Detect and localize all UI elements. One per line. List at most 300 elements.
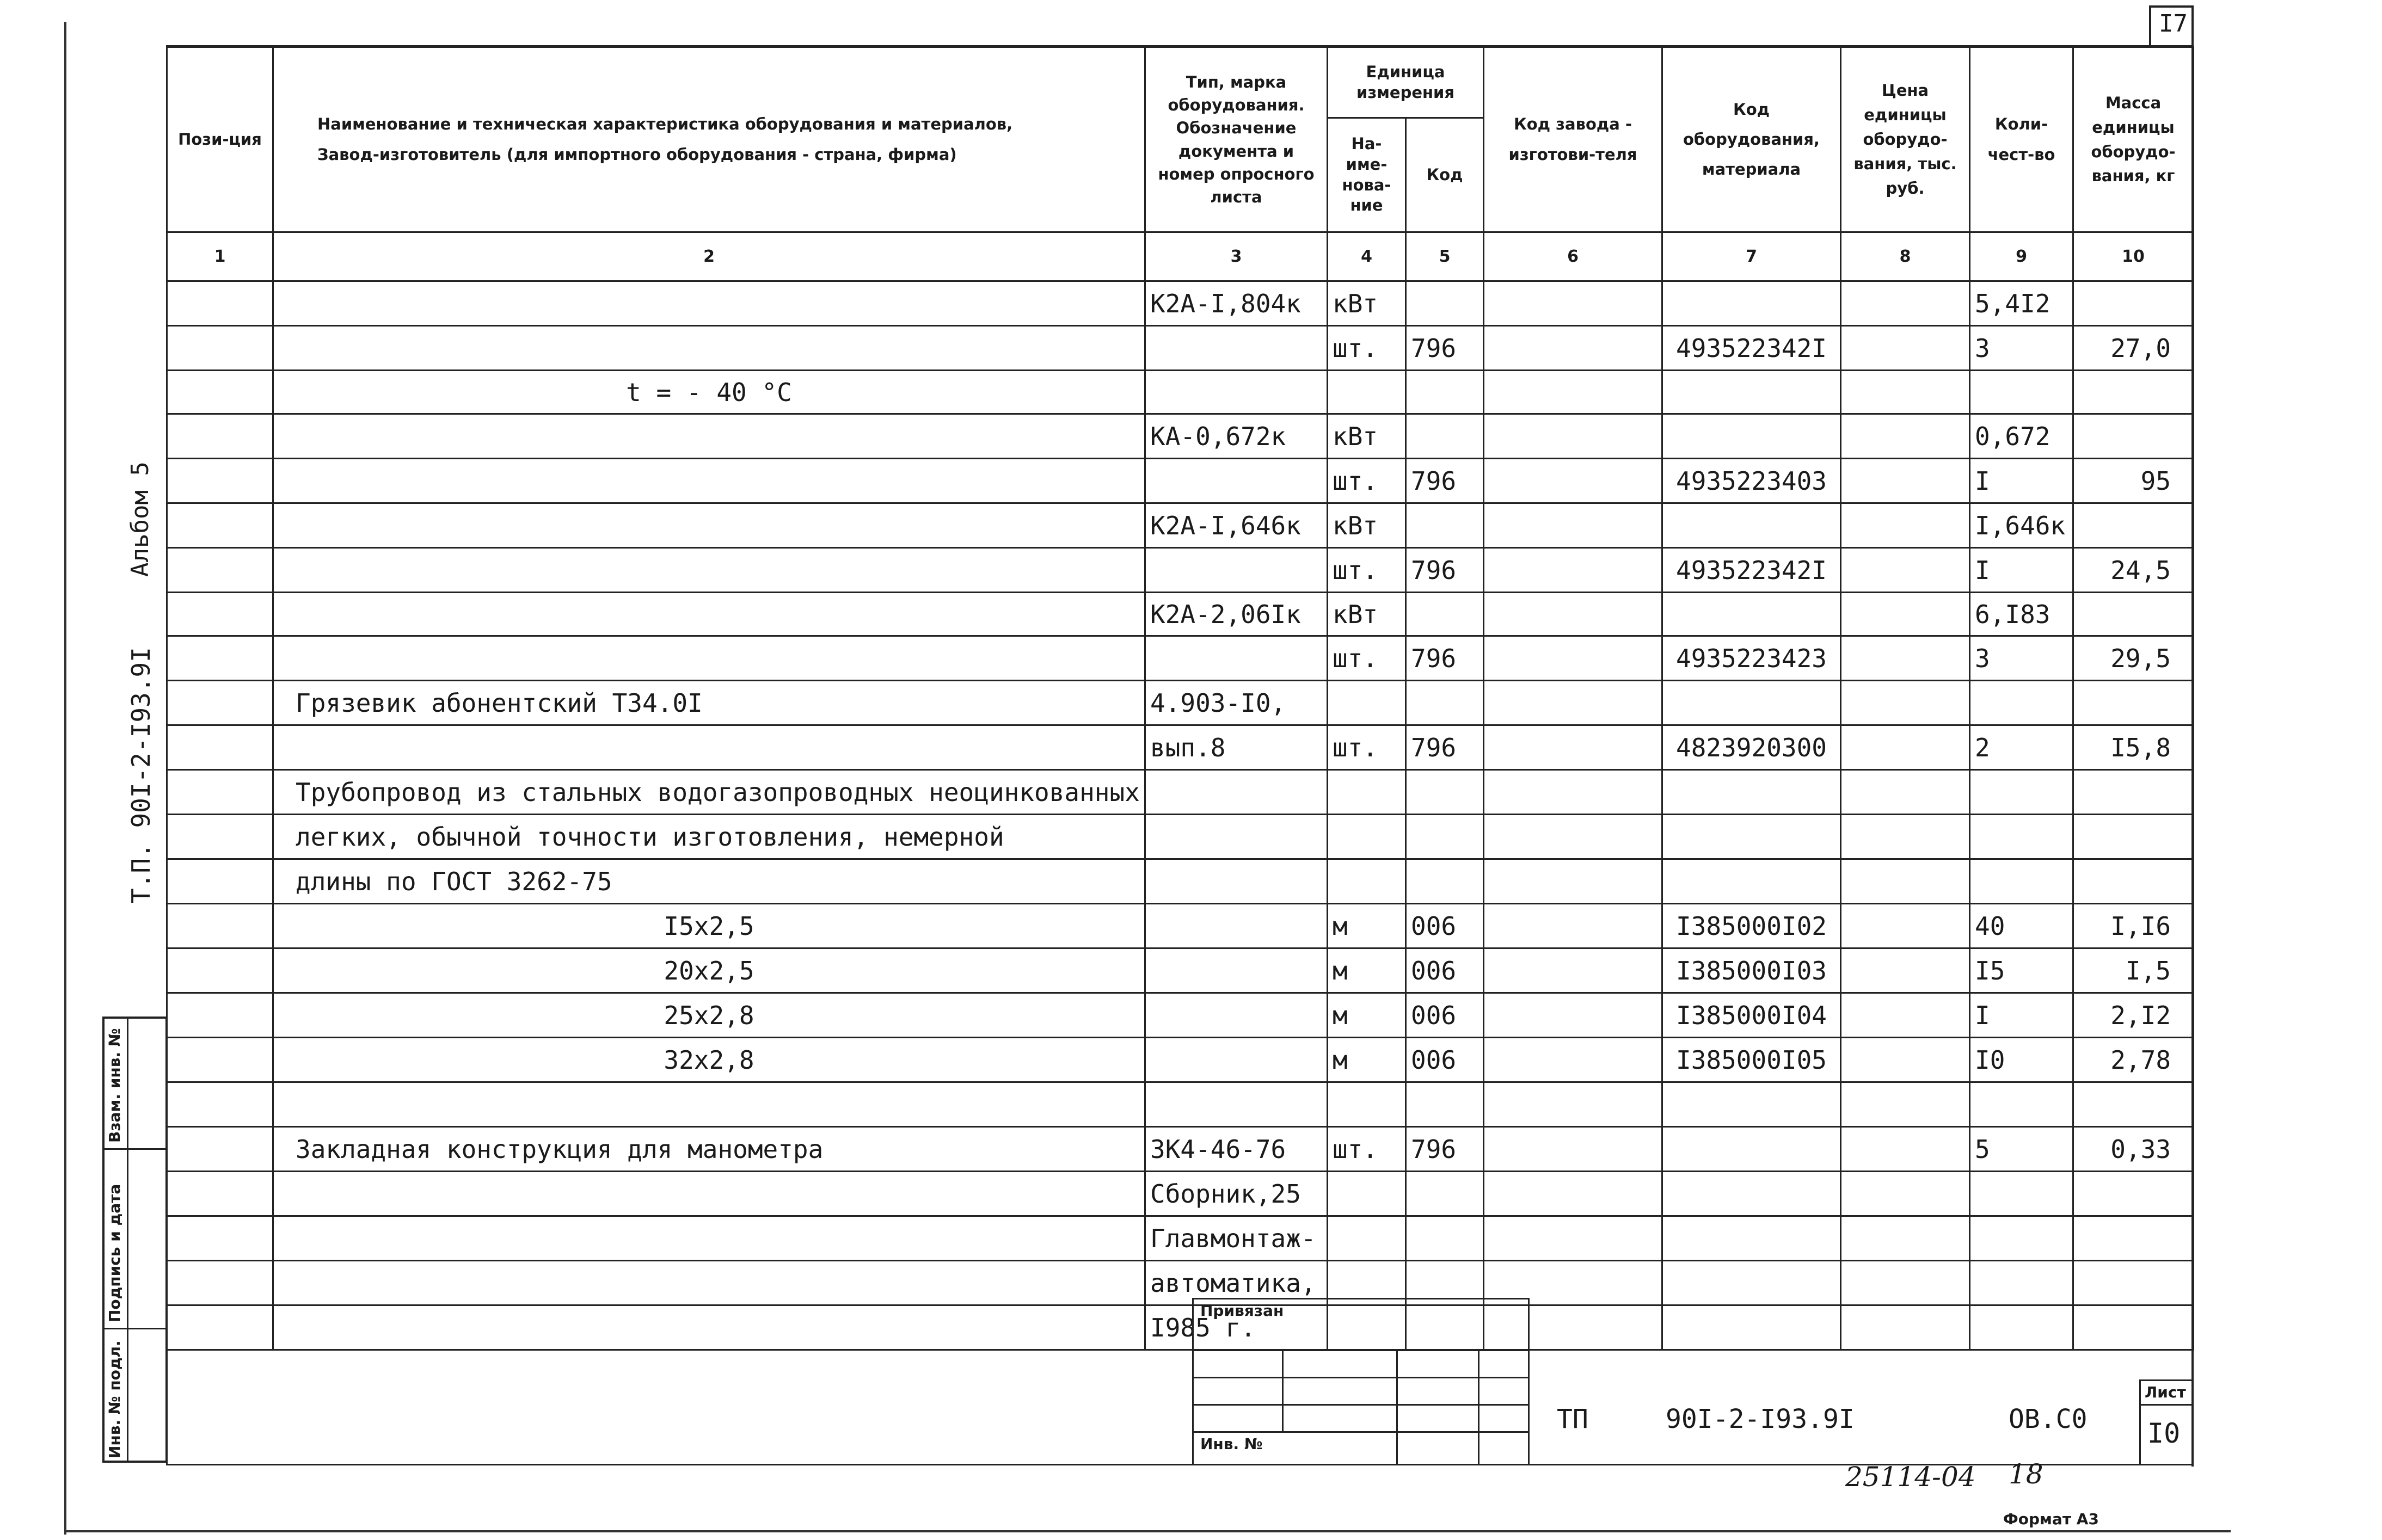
cell-quantity: I — [1970, 548, 2073, 593]
table-row — [167, 1082, 2194, 1127]
cell-price — [1841, 1127, 1970, 1172]
colnum: 4 — [1328, 232, 1406, 281]
cell-factory-code — [1484, 636, 1662, 681]
cell-position — [167, 681, 273, 725]
cell-price — [1841, 459, 1970, 503]
cell-position — [167, 815, 273, 859]
cell-quantity — [1970, 1082, 2073, 1127]
cell-mass — [2073, 503, 2194, 548]
cell-type — [1145, 548, 1328, 593]
cell-mass — [2073, 681, 2194, 725]
cell-factory-code — [1484, 414, 1662, 459]
sheet-label: Лист — [2145, 1383, 2186, 1401]
cell-position — [167, 1127, 273, 1172]
cell-position — [167, 459, 273, 503]
cell-quantity: I0 — [1970, 1038, 2073, 1082]
cell-factory-code — [1484, 548, 1662, 593]
cell-position — [167, 993, 273, 1038]
cell-equipment-code — [1662, 503, 1841, 548]
cell-position — [167, 371, 273, 414]
table-row — [167, 725, 2194, 770]
cell-price — [1841, 548, 1970, 593]
cell-unit-name: шт. — [1328, 459, 1406, 503]
cell-unit-name — [1328, 1172, 1406, 1216]
cell-price — [1841, 326, 1970, 371]
strip-row-line — [102, 1328, 168, 1329]
cell-unit-code — [1406, 815, 1484, 859]
cell-mass — [2073, 414, 2194, 459]
cell-factory-code — [1484, 904, 1662, 948]
cell-equipment-code — [1662, 281, 1841, 326]
cell-factory-code — [1484, 371, 1662, 414]
handwritten-inventory: 25114-04 — [1845, 1461, 1976, 1493]
cell-unit-code — [1406, 281, 1484, 326]
cell-quantity: 3 — [1970, 636, 2073, 681]
cell-price — [1841, 1261, 1970, 1305]
hdr-unit-code: Код — [1406, 118, 1484, 232]
cell-factory-code — [1484, 859, 1662, 904]
column-number-row — [167, 232, 2194, 281]
table-row — [167, 1305, 2194, 1350]
cell-mass — [2073, 1261, 2194, 1305]
corner-sheet-number: I7 — [2159, 10, 2188, 38]
cell-mass — [2073, 1305, 2194, 1350]
cell-type — [1145, 371, 1328, 414]
cell-mass: 2,I2 — [2073, 993, 2194, 1038]
strip-label-vzam: Взам. инв. № — [106, 1028, 124, 1143]
cell-mass: 29,5 — [2073, 636, 2194, 681]
colnum: 10 — [2073, 232, 2194, 281]
cell-factory-code — [1484, 1172, 1662, 1216]
cell-unit-code — [1406, 859, 1484, 904]
cell-name — [273, 281, 1145, 326]
table-row — [167, 904, 2194, 948]
cell-mass — [2073, 371, 2194, 414]
cell-type: вып.8 — [1145, 725, 1328, 770]
hdr-name-line1: Наименование и техническая характеристика оборудования и материалов, — [317, 115, 1013, 134]
cell-type — [1145, 459, 1328, 503]
cell-equipment-code: I385000I05 — [1662, 1038, 1841, 1082]
strip-row-line — [102, 1148, 168, 1150]
cell-type: К2А-2,06Iк — [1145, 593, 1328, 636]
privyazan-label: Привязан — [1200, 1302, 1284, 1320]
cell-unit-code — [1406, 1082, 1484, 1127]
cell-price — [1841, 770, 1970, 815]
cell-unit-name: кВт — [1328, 593, 1406, 636]
cell-position — [167, 1172, 273, 1216]
hdr-unit-name: На-име-нова-ние — [1328, 118, 1406, 232]
cell-unit-name: шт. — [1328, 326, 1406, 371]
cell-factory-code — [1484, 725, 1662, 770]
cell-name: Закладная конструкция для манометра — [273, 1127, 1145, 1172]
colnum: 9 — [1970, 232, 2073, 281]
cell-position — [167, 636, 273, 681]
cell-name — [273, 326, 1145, 371]
cell-unit-code — [1406, 593, 1484, 636]
table-row — [167, 770, 2194, 815]
cell-quantity: 2 — [1970, 725, 2073, 770]
cell-mass: I,I6 — [2073, 904, 2194, 948]
colnum: 6 — [1484, 232, 1662, 281]
table-row — [167, 371, 2194, 414]
cell-equipment-code: I385000I04 — [1662, 993, 1841, 1038]
table-row — [167, 548, 2194, 593]
cell-unit-code: 796 — [1406, 326, 1484, 371]
cell-equipment-code — [1662, 770, 1841, 815]
table-row — [167, 1127, 2194, 1172]
cell-mass: I5,8 — [2073, 725, 2194, 770]
cell-equipment-code — [1662, 1082, 1841, 1127]
colnum: 2 — [273, 232, 1145, 281]
cell-equipment-code — [1662, 859, 1841, 904]
strip-label-inv-podl: Инв. № подл. — [106, 1340, 124, 1458]
cell-unit-code — [1406, 1216, 1484, 1261]
hdr-price: Цена единицы оборудо-вания, тыс. руб. — [1841, 47, 1970, 232]
cell-position — [167, 414, 273, 459]
cell-factory-code — [1484, 815, 1662, 859]
stamp-doc-code: 90I-2-I93.9I — [1666, 1404, 1855, 1434]
cell-factory-code — [1484, 326, 1662, 371]
cell-factory-code — [1484, 593, 1662, 636]
privyazan-vline — [1282, 1350, 1284, 1431]
cell-type: ЗК4-46-76 — [1145, 1127, 1328, 1172]
cell-position — [167, 593, 273, 636]
cell-factory-code — [1484, 681, 1662, 725]
side-album: Альбом 5 — [126, 461, 154, 577]
cell-unit-name: м — [1328, 1038, 1406, 1082]
cell-mass: 0,33 — [2073, 1127, 2194, 1172]
cell-price — [1841, 414, 1970, 459]
table-row — [167, 459, 2194, 503]
colnum: 5 — [1406, 232, 1484, 281]
cell-mass: I,5 — [2073, 948, 2194, 993]
format-label: Формат А3 — [2003, 1510, 2099, 1528]
cell-equipment-code — [1662, 1216, 1841, 1261]
cell-quantity: I,646к — [1970, 503, 2073, 548]
cell-unit-name — [1328, 371, 1406, 414]
cell-quantity — [1970, 1305, 2073, 1350]
cell-unit-code: 796 — [1406, 636, 1484, 681]
cell-type — [1145, 770, 1328, 815]
cell-price — [1841, 815, 1970, 859]
cell-quantity: 0,672 — [1970, 414, 2073, 459]
colnum: 1 — [167, 232, 273, 281]
cell-type — [1145, 948, 1328, 993]
cell-type — [1145, 859, 1328, 904]
cell-unit-name: кВт — [1328, 503, 1406, 548]
cell-unit-name — [1328, 859, 1406, 904]
cell-mass — [2073, 770, 2194, 815]
cell-position — [167, 281, 273, 326]
cell-quantity — [1970, 1172, 2073, 1216]
cell-quantity: 6,I83 — [1970, 593, 2073, 636]
table-row — [167, 815, 2194, 859]
left-binding-line — [64, 22, 66, 1535]
cell-unit-code: 796 — [1406, 725, 1484, 770]
cell-factory-code — [1484, 770, 1662, 815]
cell-price — [1841, 636, 1970, 681]
hdr-type: Тип, марка оборудования. Обозначение документа и номер опросного листа — [1145, 47, 1328, 232]
cell-unit-name — [1328, 1082, 1406, 1127]
strip-divider — [127, 1017, 128, 1463]
cell-position — [167, 1082, 273, 1127]
cell-type: К2А-I,646к — [1145, 503, 1328, 548]
cell-mass — [2073, 1082, 2194, 1127]
cell-name: легких, обычной точности изготовления, немерной — [273, 815, 1145, 859]
cell-price — [1841, 281, 1970, 326]
cell-price — [1841, 1038, 1970, 1082]
cell-name: Грязевик абонентский Т34.0I — [273, 681, 1145, 725]
cell-name: Трубопровод из стальных водогазопроводных неоцинкованных — [273, 770, 1145, 815]
cell-name — [273, 503, 1145, 548]
side-project-code: Т.П. 90I-2-I93.9I — [126, 647, 156, 903]
cell-unit-code: 006 — [1406, 904, 1484, 948]
strip-label-podpis: Подпись и дата — [106, 1184, 124, 1322]
cell-quantity — [1970, 1261, 2073, 1305]
cell-quantity: I — [1970, 459, 2073, 503]
cell-name: 20х2,5 — [273, 948, 1145, 993]
cell-unit-code — [1406, 503, 1484, 548]
cell-type — [1145, 904, 1328, 948]
cell-mass — [2073, 281, 2194, 326]
cell-price — [1841, 993, 1970, 1038]
colnum: 7 — [1662, 232, 1841, 281]
cell-type — [1145, 636, 1328, 681]
stamp-mark: ОВ.С0 — [2009, 1404, 2088, 1434]
cell-factory-code — [1484, 503, 1662, 548]
inv-label: Инв. № — [1200, 1435, 1263, 1453]
cell-quantity: 5,4I2 — [1970, 281, 2073, 326]
cell-quantity: I5 — [1970, 948, 2073, 993]
lower-area-left-line — [166, 1273, 168, 1465]
cell-name — [273, 1172, 1145, 1216]
cell-mass — [2073, 815, 2194, 859]
table-row — [167, 1216, 2194, 1261]
cell-equipment-code — [1662, 1305, 1841, 1350]
cell-equipment-code: 493522342I — [1662, 326, 1841, 371]
cell-equipment-code — [1662, 371, 1841, 414]
table-row — [167, 948, 2194, 993]
cell-position — [167, 548, 273, 593]
cell-equipment-code — [1662, 1172, 1841, 1216]
cell-name: t = - 40 °C — [273, 371, 1145, 414]
sheet-box-divider — [2139, 1404, 2194, 1406]
privyazan-vline — [1396, 1350, 1398, 1464]
table-row — [167, 593, 2194, 636]
cell-quantity: 3 — [1970, 326, 2073, 371]
cell-unit-code — [1406, 414, 1484, 459]
cell-name — [273, 593, 1145, 636]
table-row — [167, 1038, 2194, 1082]
cell-type — [1145, 993, 1328, 1038]
cell-unit-name — [1328, 681, 1406, 725]
table-row — [167, 503, 2194, 548]
cell-mass — [2073, 593, 2194, 636]
cell-name: 25х2,8 — [273, 993, 1145, 1038]
cell-equipment-code: I385000I02 — [1662, 904, 1841, 948]
cell-name: длины по ГОСТ 3262-75 — [273, 859, 1145, 904]
cell-mass — [2073, 859, 2194, 904]
cell-unit-name: шт. — [1328, 548, 1406, 593]
cell-position — [167, 859, 273, 904]
cell-price — [1841, 859, 1970, 904]
cell-type — [1145, 326, 1328, 371]
cell-quantity — [1970, 1216, 2073, 1261]
cell-quantity: I — [1970, 993, 2073, 1038]
cell-mass: 27,0 — [2073, 326, 2194, 371]
cell-quantity — [1970, 815, 2073, 859]
cell-equipment-code — [1662, 593, 1841, 636]
cell-type: К2А-I,804к — [1145, 281, 1328, 326]
cell-price — [1841, 371, 1970, 414]
privyazan-vline — [1478, 1350, 1479, 1464]
cell-price — [1841, 725, 1970, 770]
cell-price — [1841, 1305, 1970, 1350]
cell-unit-name: м — [1328, 993, 1406, 1038]
cell-type — [1145, 1038, 1328, 1082]
cell-unit-code — [1406, 1172, 1484, 1216]
cell-type: автоматика, — [1145, 1261, 1328, 1305]
cell-type — [1145, 815, 1328, 859]
cell-unit-code — [1406, 770, 1484, 815]
colnum: 3 — [1145, 232, 1328, 281]
cell-unit-name: м — [1328, 948, 1406, 993]
cell-unit-code — [1406, 681, 1484, 725]
cell-name — [273, 1082, 1145, 1127]
cell-name — [273, 725, 1145, 770]
specification-table — [166, 46, 2194, 1351]
cell-position — [167, 904, 273, 948]
cell-mass: 2,78 — [2073, 1038, 2194, 1082]
table-row — [167, 859, 2194, 904]
cell-equipment-code — [1662, 815, 1841, 859]
hdr-quantity: Коли-чест-во — [1970, 47, 2073, 232]
header-row — [167, 47, 2194, 118]
table-row — [167, 681, 2194, 725]
cell-unit-code: 796 — [1406, 459, 1484, 503]
cell-mass — [2073, 1172, 2194, 1216]
cell-name — [273, 548, 1145, 593]
cell-factory-code — [1484, 459, 1662, 503]
cell-name: I5х2,5 — [273, 904, 1145, 948]
cell-unit-code: 006 — [1406, 993, 1484, 1038]
cell-position — [167, 948, 273, 993]
cell-factory-code — [1484, 1038, 1662, 1082]
cell-price — [1841, 948, 1970, 993]
cell-quantity — [1970, 859, 2073, 904]
cell-position — [167, 326, 273, 371]
cell-position — [167, 503, 273, 548]
cell-unit-name: кВт — [1328, 281, 1406, 326]
cell-unit-name — [1328, 815, 1406, 859]
hdr-mass: Масса единицы оборудо-вания, кг — [2073, 47, 2194, 232]
cell-name — [273, 414, 1145, 459]
cell-equipment-code: 493522342I — [1662, 548, 1841, 593]
cell-price — [1841, 503, 1970, 548]
hdr-name-line2: Завод-изготовитель (для импортного оборудования - страна, фирма) — [317, 145, 957, 164]
hdr-factory-code: Код завода - изготови-теля — [1484, 47, 1662, 232]
cell-equipment-code — [1662, 1261, 1841, 1305]
table-row — [167, 414, 2194, 459]
handwritten-page: 18 — [2009, 1458, 2043, 1490]
cell-equipment-code — [1662, 1127, 1841, 1172]
cell-type: 4.903-I0, — [1145, 681, 1328, 725]
cell-mass: 24,5 — [2073, 548, 2194, 593]
cell-unit-name: кВт — [1328, 414, 1406, 459]
cell-quantity: 5 — [1970, 1127, 2073, 1172]
cell-unit-name: шт. — [1328, 725, 1406, 770]
cell-name — [273, 1216, 1145, 1261]
cell-factory-code — [1484, 281, 1662, 326]
cell-type: КА-0,672к — [1145, 414, 1328, 459]
table-row — [167, 993, 2194, 1038]
cell-quantity: 40 — [1970, 904, 2073, 948]
cell-name: 32х2,8 — [273, 1038, 1145, 1082]
cell-factory-code — [1484, 1127, 1662, 1172]
cell-price — [1841, 593, 1970, 636]
cell-factory-code — [1484, 1082, 1662, 1127]
sheet-number: I0 — [2147, 1418, 2181, 1449]
cell-unit-code: 006 — [1406, 948, 1484, 993]
cell-position — [167, 1261, 273, 1305]
cell-position — [167, 1216, 273, 1261]
cell-equipment-code — [1662, 681, 1841, 725]
cell-quantity — [1970, 681, 2073, 725]
cell-factory-code — [1484, 1216, 1662, 1261]
cell-equipment-code: 4823920300 — [1662, 725, 1841, 770]
colnum: 8 — [1841, 232, 1970, 281]
table-row — [167, 1261, 2194, 1305]
hdr-unit-group: Единица измерения — [1328, 47, 1484, 118]
cell-unit-code — [1406, 371, 1484, 414]
cell-name — [273, 636, 1145, 681]
cell-equipment-code — [1662, 414, 1841, 459]
cell-type — [1145, 1082, 1328, 1127]
cell-unit-name — [1328, 770, 1406, 815]
cell-name — [273, 459, 1145, 503]
hdr-position: Пози-ция — [167, 47, 273, 232]
table-row — [167, 636, 2194, 681]
hdr-name — [273, 47, 1145, 232]
cell-equipment-code: I385000I03 — [1662, 948, 1841, 993]
cell-quantity — [1970, 371, 2073, 414]
stamp-tp: ТП — [1557, 1404, 1588, 1434]
cell-price — [1841, 1082, 1970, 1127]
cell-unit-code: 796 — [1406, 1127, 1484, 1172]
cell-mass: 95 — [2073, 459, 2194, 503]
cell-position — [167, 1305, 273, 1350]
cell-position — [167, 770, 273, 815]
cell-unit-name: шт. — [1328, 636, 1406, 681]
cell-unit-code: 796 — [1406, 548, 1484, 593]
hdr-equipment-code: Код оборудования, материала — [1662, 47, 1841, 232]
cell-unit-name: м — [1328, 904, 1406, 948]
cell-price — [1841, 1172, 1970, 1216]
cell-type: I985 г. — [1145, 1305, 1328, 1350]
cell-name — [273, 1261, 1145, 1305]
cell-unit-code: 006 — [1406, 1038, 1484, 1082]
table-row — [167, 326, 2194, 371]
cell-equipment-code: 4935223423 — [1662, 636, 1841, 681]
cell-type: Сборник,25 — [1145, 1172, 1328, 1216]
cell-price — [1841, 904, 1970, 948]
cell-name — [273, 1305, 1145, 1350]
table-row — [167, 1172, 2194, 1216]
cell-mass — [2073, 1216, 2194, 1261]
cell-price — [1841, 1216, 1970, 1261]
cell-position — [167, 1038, 273, 1082]
cell-unit-name — [1328, 1216, 1406, 1261]
